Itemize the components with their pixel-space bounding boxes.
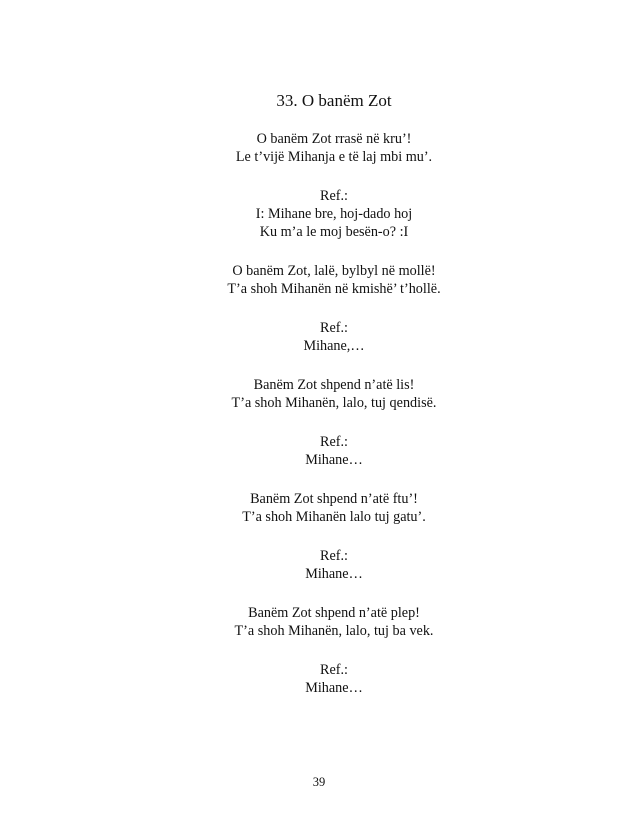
stanza-line: Ref.: (320, 320, 348, 336)
stanza-line: O banëm Zot rrasë në kru’! (256, 131, 412, 147)
stanza-line: Ref.: (320, 662, 348, 678)
stanza-line: Ref.: (320, 548, 348, 564)
stanza-line: T’a shoh Mihanën, lalo, tuj ba vek. (234, 623, 434, 639)
song-title: 33. O banëm Zot (276, 91, 392, 110)
stanza-line: Ref.: (320, 188, 348, 204)
stanza-line: T’a shoh Mihanën, lalo, tuj qendisë. (231, 395, 437, 411)
stanza-line: Mihane… (305, 566, 363, 582)
stanza-refrain-1 (184, 187, 484, 241)
stanza-refrain-2 (184, 319, 484, 355)
stanza-line: Banëm Zot shpend n’atë lis! (253, 377, 415, 393)
stanza-verse-2 (184, 262, 484, 298)
stanza-verse-5 (184, 604, 484, 640)
stanza-line: Ku m’a le moj besën-o? :I (259, 224, 409, 240)
stanza-refrain-5 (184, 661, 484, 697)
stanza-line: O banëm Zot, lalë, bylbyl në mollë! (232, 263, 436, 279)
stanza-line: Mihane… (305, 680, 363, 696)
stanza-line: T’a shoh Mihanën në kmishë’ t’hollë. (227, 281, 441, 297)
stanza-refrain-3 (184, 433, 484, 469)
stanza-line: T’a shoh Mihanën lalo tuj gatu’. (242, 509, 426, 525)
stanza-verse-3 (184, 376, 484, 412)
stanza-line: Banëm Zot shpend n’atë ftu’! (250, 491, 418, 507)
stanza-line: Mihane,… (303, 338, 365, 354)
stanza-refrain-4 (184, 547, 484, 583)
stanza-line: Le t’vijë Mihanja e të laj mbi mu’. (235, 149, 433, 165)
stanza-verse-1 (184, 130, 484, 166)
song-content (184, 90, 484, 718)
stanza-verse-4 (184, 490, 484, 526)
stanza-line: I: Mihane bre, hoj-dado hoj (255, 206, 413, 222)
stanza-line: Mihane… (305, 452, 363, 468)
page-number: 39 (312, 775, 326, 789)
stanza-line: Banëm Zot shpend n’atë plep! (248, 605, 420, 621)
stanza-line: Ref.: (320, 434, 348, 450)
